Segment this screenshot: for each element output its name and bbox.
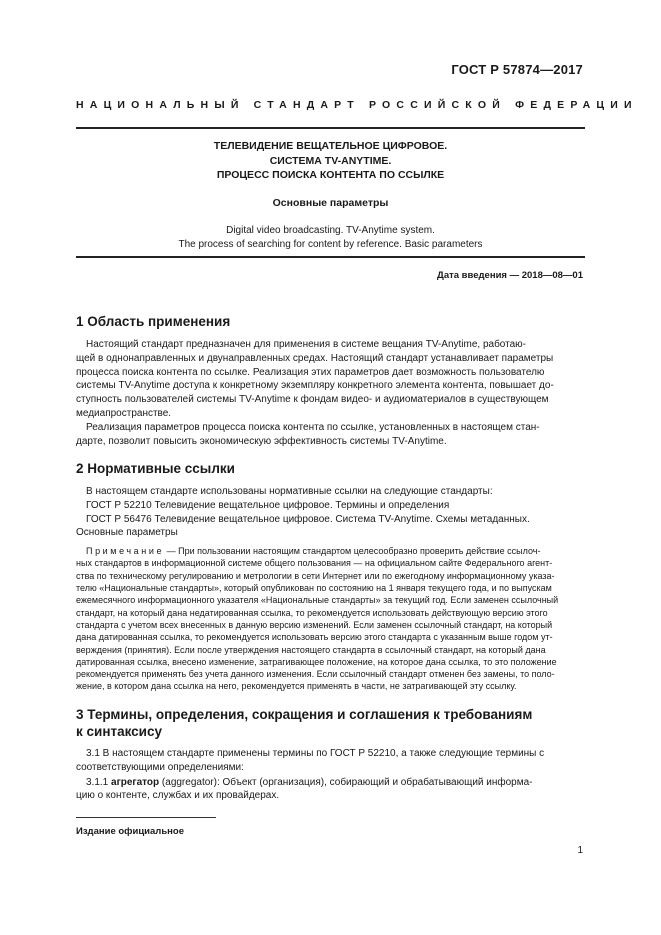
note-line: жение, в котором дана ссылка на него, рекомендуется применять в части, не затрагивающей эту ссылку. — [76, 681, 517, 692]
introduction-date: Дата введения — 2018—08—01 — [437, 270, 583, 281]
note-line: ства по техническому регулированию и метрологии в сети Интернет или по ежегодному информационному указа- — [76, 570, 555, 581]
term-word: агрегатор — [111, 776, 160, 788]
official-edition-label: Издание официальное — [76, 826, 184, 837]
text-line: цию о контенте, службах и их провайдерах. — [76, 790, 280, 802]
note-line: верждения (принятия). Если после утверждения настоящего стандарта в ссылочный стандарт, на который дана — [76, 644, 546, 655]
text-line: В настоящем стандарте использованы нормативные ссылки на следующие стандарты: — [86, 486, 493, 497]
footer-rule — [76, 817, 216, 818]
note-line: ежемесячного информационного указателя «Национальные стандарты» за текущий год. Если заменен ссылочный — [76, 595, 559, 606]
section-1 — [76, 313, 585, 448]
subtitle: Основные параметры — [272, 196, 389, 209]
text-line: щей в однонаправленных и двунаправленных средах. Настоящий стандарт устанавливает параметры — [76, 352, 554, 364]
text-line: дарте, позволит повысить экономическую эффективность системы TV-Anytime. — [76, 435, 447, 447]
section-1-paragraph-2 — [76, 421, 585, 449]
term-text: (aggregator): Объект (организация), собирающий и обрабатывающий информа- — [161, 776, 533, 788]
note-line: рекомендуется применять без учета данного изменения. Если ссылочный стандарт отменен без замены, то поло- — [76, 669, 555, 680]
text-line: системы TV-Anytime доступа к конкретному экземпляру конкретного элемента контента, повышает до- — [76, 380, 554, 392]
note — [76, 545, 585, 693]
title-line: ПРОЦЕСС ПОИСКА КОНТЕНТА ПО ССЫЛКЕ — [216, 169, 445, 181]
note-line: телю «Национальные стандарты», который опубликован по состоянию на 1 января текущего года, и по выпускам — [76, 583, 552, 594]
national-standard-banner: НАЦИОНАЛЬНЫЙ СТАНДАРТ РОССИЙСКОЙ ФЕДЕРАЦИИ — [76, 99, 638, 111]
note-line: ных стандартов в информационной системе общего пользования — на официальном сайте Федерального агент- — [76, 558, 553, 569]
term-number: 3.1.1 — [86, 776, 109, 788]
section-3 — [76, 706, 585, 803]
section-2-heading: 2 Нормативные ссылки — [76, 461, 235, 476]
title-block — [76, 139, 585, 252]
text-line: ступность пользователей системы TV-Anytime к фондам видео- и аудиоматериалов в существующем — [76, 394, 549, 406]
text-line: 3.1 В настоящем стандарте применены термины по ГОСТ Р 52210, а также следующие термины с — [86, 748, 545, 759]
term-definition — [76, 776, 585, 804]
section-3-paragraph-1 — [76, 747, 585, 775]
text-line: Реализация параметров процесса поиска контента по ссылке, установленных в настоящем стан- — [86, 421, 540, 433]
note-line: стандарта с учетом всех внесенных в данную версию изменений. Если заменен ссылочный стандарт, на который — [76, 619, 553, 630]
text-line: Настоящий стандарт предназначен для применения в системе вещания TV-Anytime, работаю- — [86, 339, 527, 350]
text-line: соответствующими определениями: — [76, 761, 244, 773]
section-2 — [76, 460, 585, 693]
standard-number: ГОСТ Р 57874—2017 — [451, 62, 583, 77]
section-1-paragraph-1 — [76, 338, 585, 421]
note-label: Примечание — [86, 546, 165, 557]
reference-item-continued: Основные параметры — [76, 527, 178, 539]
section-1-heading: 1 Область применения — [76, 314, 231, 329]
note-first-line — [76, 545, 585, 557]
header-rule — [76, 127, 585, 129]
note-line: стандарт, на который дана недатированная ссылка, то рекомендуется использовать действующую версию этого — [76, 607, 548, 618]
english-title-line: The process of searching for content by reference. Basic parameters — [178, 238, 483, 250]
term-first-line — [76, 776, 585, 790]
section-3-heading — [76, 706, 585, 740]
title-rule — [76, 256, 585, 258]
english-title-line: Digital video broadcasting. TV-Anytime system. — [226, 224, 435, 236]
title-line: СИСТЕМА TV-ANYTIME. — [269, 154, 392, 167]
heading-line: к синтаксису — [76, 724, 162, 739]
english-title — [76, 224, 585, 252]
note-text: — При пользовании настоящим стандартом целесообразно проверить действие ссылоч- — [166, 546, 541, 557]
references-list — [76, 485, 585, 540]
heading-line: 3 Термины, определения, сокращения и соглашения к требованиям — [76, 707, 533, 722]
page-number: 1 — [577, 845, 583, 856]
reference-item: ГОСТ Р 52210 Телевидение вещательное цифровое. Термины и определения — [86, 499, 450, 511]
text-line: медиапространстве. — [76, 407, 172, 419]
text-line: процесса поиска контента по ссылке. Реализация этих параметров дает возможность пользователю — [76, 366, 545, 378]
reference-item: ГОСТ Р 56476 Телевидение вещательное цифровое. Система TV-Anytime. Схемы метаданных. — [86, 513, 530, 525]
note-line: датированная ссылка, внесено изменение, затрагивающее положение, на которое дана ссылка, то это положение — [76, 656, 557, 667]
title-line: ТЕЛЕВИДЕНИЕ ВЕЩАТЕЛЬНОЕ ЦИФРОВОЕ. — [213, 140, 448, 152]
note-line: дана датированная ссылка, то рекомендуется использовать версию этого стандарта с указанным выше годом ут- — [76, 632, 553, 643]
